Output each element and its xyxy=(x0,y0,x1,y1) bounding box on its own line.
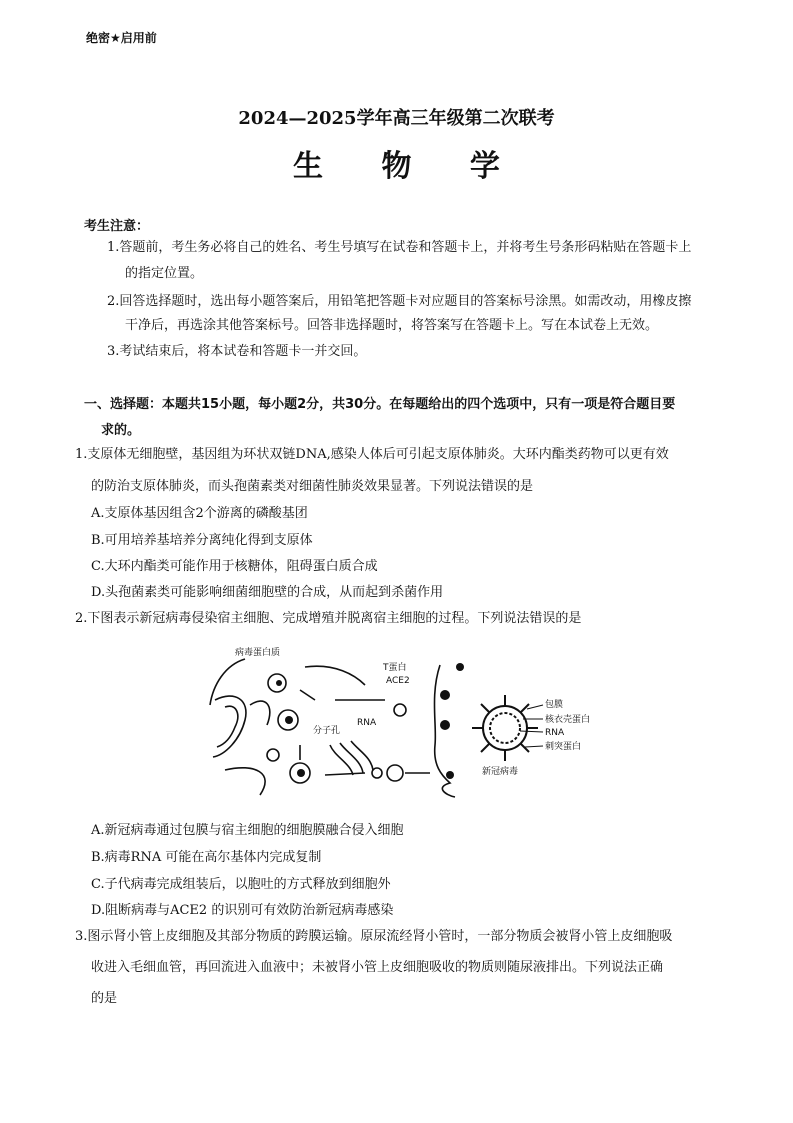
label-t-protein: T蛋白 xyxy=(383,663,407,673)
q3-stem-line-2: 收进入毛细血管，再回流进入血液中；未被肾小管上皮细胞吸收的物质则随尿液排出。下列说法正确 xyxy=(91,960,664,975)
notice-item-2-line-1: 2.回答选择题时，选出每小题答案后，用铅笔把答题卡对应题目的答案标号涂黑。如需改动，用橡皮擦 xyxy=(107,294,692,309)
notice-item-1-line-2: 的指定位置。 xyxy=(125,266,204,281)
q1-option-c: C.大环内酯类可能作用于核糖体，阻碍蛋白质合成 xyxy=(91,559,378,574)
q2-stem: 2.下图表示新冠病毒侵染宿主细胞、完成增殖并脱离宿主细胞的过程。下列说法错误的是 xyxy=(75,611,582,626)
q1-stem-line-1: 1.支原体无细胞壁，基因组为环状双链DNA,感染人体后可引起支原体肺炎。大环内酯类药物可以更有效 xyxy=(75,447,669,462)
label-virus-name: 新冠病毒 xyxy=(482,767,519,777)
subject-title: 生 物 学 xyxy=(293,149,524,184)
notice-item-1-line-1: 1.答题前，考生务必将自己的姓名、考生号填写在试卷和答题卡上，并将考生号条形码粘贴在答题卡上 xyxy=(107,240,692,255)
notice-item-2-line-2: 干净后，再选涂其他答案标号。回答非选择题时，将答案写在答题卡上。写在本试卷上无效。 xyxy=(125,318,659,333)
label-ace2: ACE2 xyxy=(386,676,410,686)
label-envelope: 包膜 xyxy=(545,700,564,710)
q1-stem-line-2: 的防治支原体肺炎，而头孢菌素类对细菌性肺炎效果显著。下列说法错误的是 xyxy=(91,479,534,494)
label-nucleocapsid: 核衣壳蛋白 xyxy=(545,715,591,725)
q1-option-d: D.头孢菌素类可能影响细菌细胞壁的合成，从而起到杀菌作用 xyxy=(91,585,444,600)
q2-option-d: D.阻断病毒与ACE2 的识别可有效防治新冠病毒感染 xyxy=(91,903,394,918)
label-viral-protein: 病毒蛋白质 xyxy=(235,648,281,658)
label-rna: RNA xyxy=(545,728,565,738)
section-1-heading-line-2: 求的。 xyxy=(101,423,141,438)
label-nuclear-pore: 分子孔 xyxy=(313,726,341,736)
virus-infection-diagram xyxy=(205,645,605,805)
q2-option-a: A.新冠病毒通过包膜与宿主细胞的细胞膜融合侵入细胞 xyxy=(91,823,404,838)
q1-option-b: B.可用培养基培养分离纯化得到支原体 xyxy=(91,533,313,548)
q1-option-a: A.支原体基因组含2个游离的磷酸基团 xyxy=(91,506,308,521)
q2-option-b: B.病毒RNA 可能在高尔基体内完成复制 xyxy=(91,850,322,865)
label-rna-inner: RNA xyxy=(357,718,377,728)
section-1-heading-line-1: 一、选择题：本题共15小题，每小题2分，共30分。在每题给出的四个选项中，只有一项是符合题目要 xyxy=(84,397,676,412)
q2-option-c: C.子代病毒完成组装后，以胞吐的方式释放到细胞外 xyxy=(91,877,391,892)
notice-heading: 考生注意： xyxy=(84,219,150,234)
exam-title: 2024—2025学年高三年级第二次联考 xyxy=(238,108,555,129)
q3-stem-line-3: 的是 xyxy=(91,991,118,1006)
confidential-mark: 绝密★启用前 xyxy=(86,31,157,45)
q3-stem-line-1: 3.图示肾小管上皮细胞及其部分物质的跨膜运输。原尿流经肾小管时，一部分物质会被肾小管上皮细胞吸 xyxy=(75,929,673,944)
notice-item-3: 3.考试结束后，将本试卷和答题卡一并交回。 xyxy=(107,344,367,359)
label-spike: 刺突蛋白 xyxy=(545,742,582,752)
